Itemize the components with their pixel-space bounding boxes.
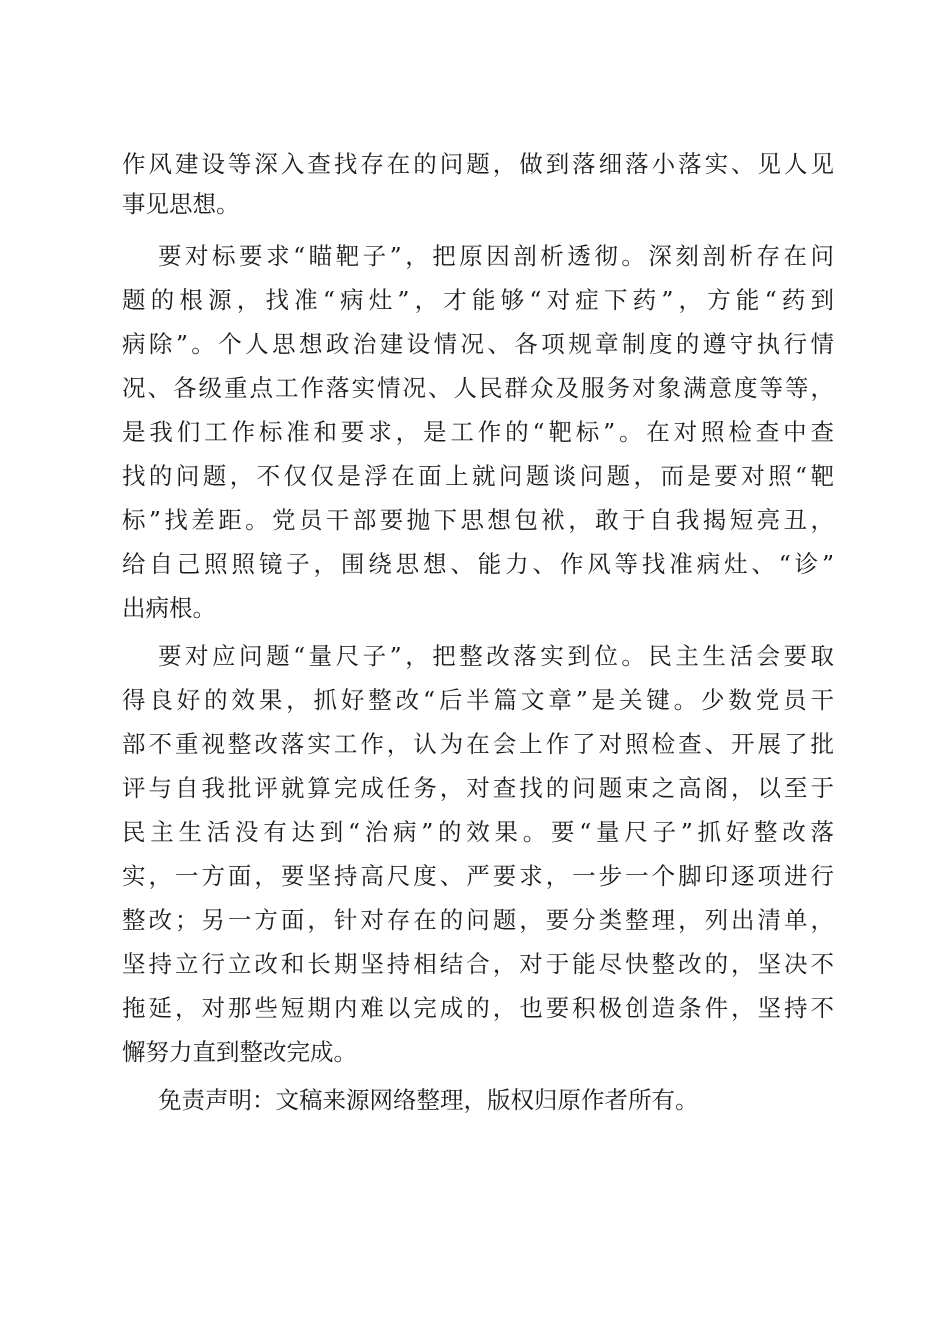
- text-line: 况、各级重点工作落实情况、人民群众及服务对象满意度等等，: [122, 374, 834, 402]
- text-line: 要对标要求“瞄靶子”，把原因剖析透彻。深刻剖析存在问: [158, 242, 834, 270]
- text-line: 部不重视整改落实工作，认为在会上作了对照检查、开展了批: [122, 730, 834, 758]
- text-line: 整改；另一方面，针对存在的问题，要分类整理，列出清单，: [122, 906, 834, 934]
- text-line: 出病根。: [122, 594, 216, 622]
- text-line: 作风建设等深入查找存在的问题，做到落细落小落实、见人见: [122, 150, 834, 178]
- text-line: 懈努力直到整改完成。: [122, 1038, 357, 1066]
- text-line: 给自己照照镜子，围绕思想、能力、作风等找准病灶、“诊”: [122, 550, 834, 578]
- text-line: 民主生活没有达到“治病”的效果。要“量尺子”抓好整改落: [122, 818, 834, 846]
- text-line: 要对应问题“量尺子”，把整改落实到位。民主生活会要取: [158, 642, 834, 670]
- text-line: 事见思想。: [122, 190, 240, 218]
- text-line: 病除”。个人思想政治建设情况、各项规章制度的遵守执行情: [122, 330, 834, 358]
- text-line: 找的问题，不仅仅是浮在面上就问题谈问题，而是要对照“靶: [122, 462, 834, 490]
- text-line: 拖延，对那些短期内难以完成的，也要积极创造条件，坚持不: [122, 994, 834, 1022]
- text-line: 得良好的效果，抓好整改“后半篇文章”是关键。少数党员干: [122, 686, 834, 714]
- text-line: 是我们工作标准和要求，是工作的“靶标”。在对照检查中查: [122, 418, 834, 446]
- text-line: 标”找差距。党员干部要抛下思想包袱，敢于自我揭短亮丑，: [122, 506, 834, 534]
- disclaimer-text: 免责声明：文稿来源网络整理，版权归原作者所有。: [158, 1086, 699, 1114]
- text-line: 坚持立行立改和长期坚持相结合，对于能尽快整改的，坚决不: [122, 950, 834, 978]
- text-line: 实，一方面，要坚持高尺度、严要求，一步一个脚印逐项进行: [122, 862, 834, 890]
- text-line: 题的根源，找准“病灶”，才能够“对症下药”，方能“药到: [122, 286, 834, 314]
- text-line: 评与自我批评就算完成任务，对查找的问题束之高阁，以至于: [122, 774, 834, 802]
